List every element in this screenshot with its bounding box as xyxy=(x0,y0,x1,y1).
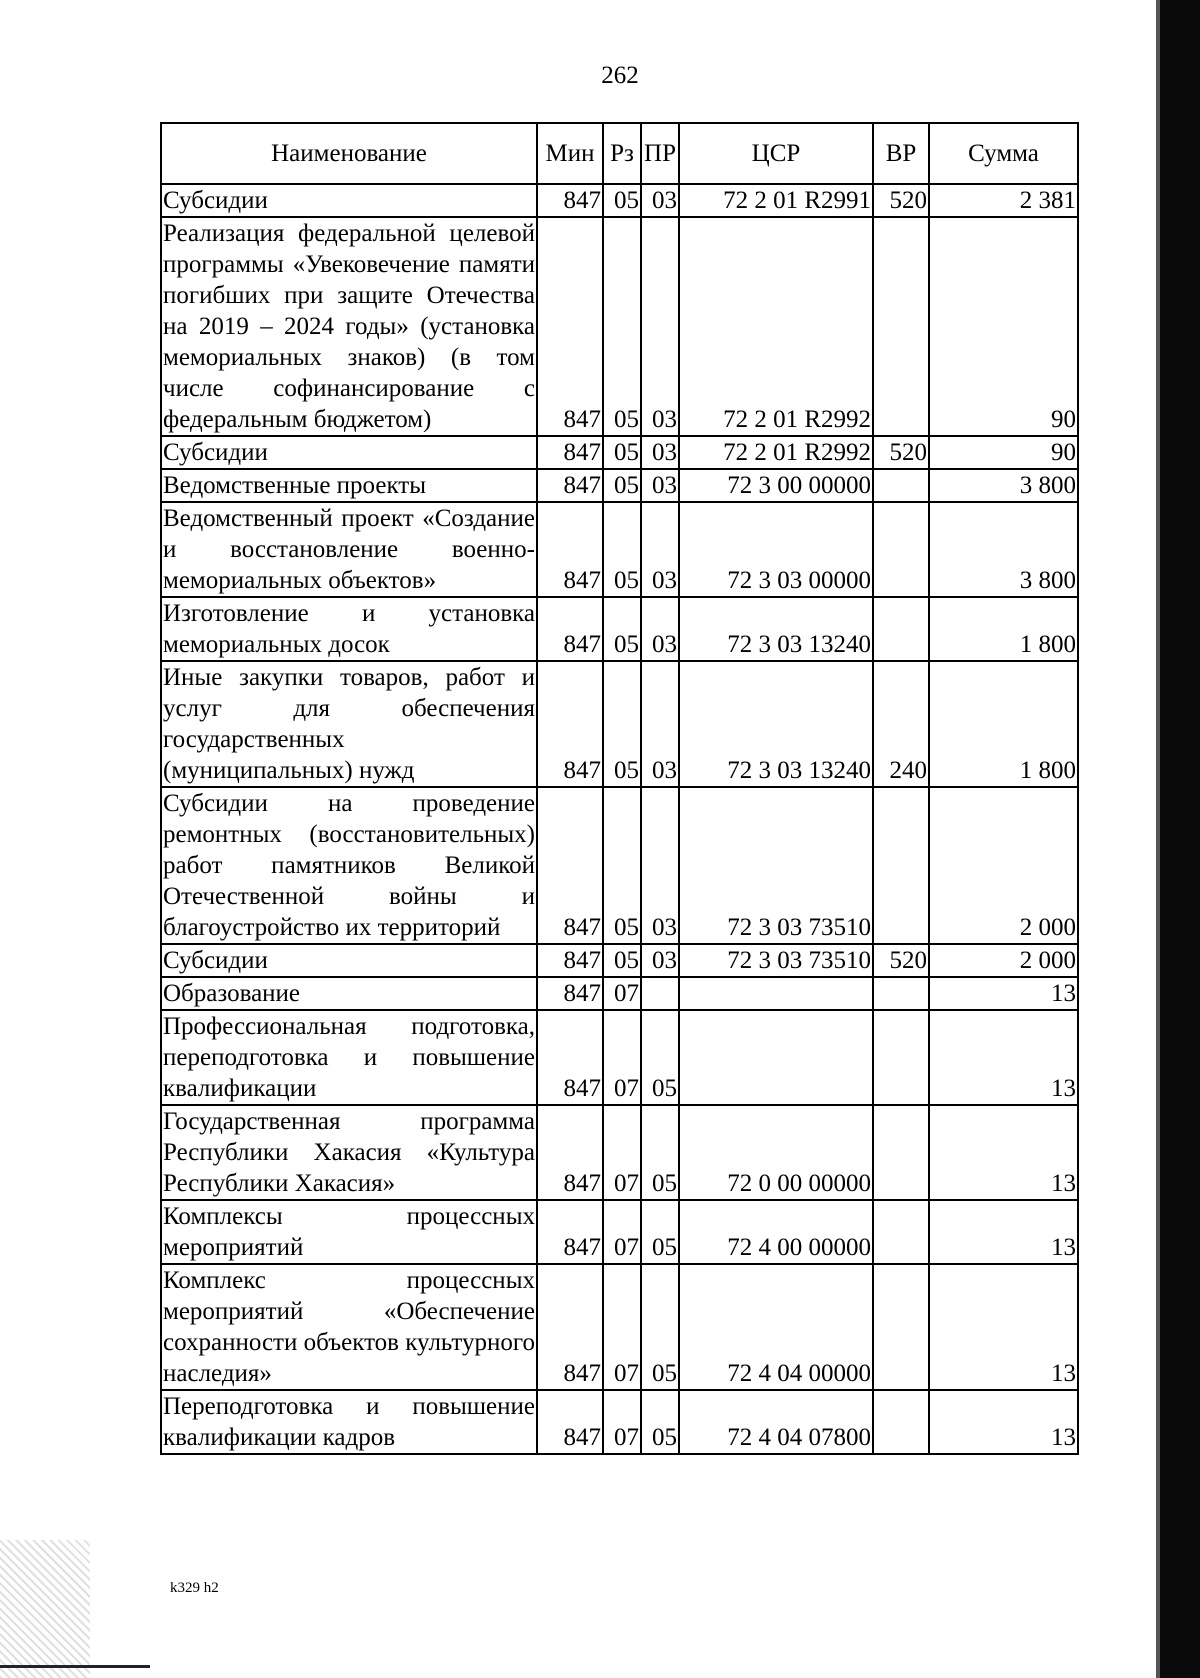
cell-sum: 2 000 xyxy=(929,944,1078,977)
cell-vr xyxy=(873,1105,929,1200)
cell-min: 847 xyxy=(537,436,603,469)
cell-name: Изготовление и установка мемориальных досок xyxy=(161,597,537,661)
cell-sum: 2 000 xyxy=(929,787,1078,944)
cell-vr xyxy=(873,502,929,597)
table-row xyxy=(161,1390,1078,1454)
cell-csr: 72 4 04 07800 xyxy=(679,1390,873,1454)
cell-pr: 03 xyxy=(641,661,679,787)
cell-rz: 07 xyxy=(603,1264,641,1390)
cell-min: 847 xyxy=(537,1010,603,1105)
cell-csr: 72 3 03 13240 xyxy=(679,661,873,787)
cell-csr: 72 3 03 73510 xyxy=(679,787,873,944)
table-row xyxy=(161,1264,1078,1390)
cell-rz: 07 xyxy=(603,1010,641,1105)
table-row xyxy=(161,502,1078,597)
cell-pr: 03 xyxy=(641,787,679,944)
cell-pr: 03 xyxy=(641,217,679,436)
cell-rz: 05 xyxy=(603,787,641,944)
cell-name: Комплекс процессных мероприятий «Обеспечение сохранности объектов культурного наследия» xyxy=(161,1264,537,1390)
cell-name: Комплексы процессных мероприятий xyxy=(161,1200,537,1264)
cell-sum: 1 800 xyxy=(929,661,1078,787)
cell-rz: 05 xyxy=(603,184,641,217)
table-row xyxy=(161,184,1078,217)
cell-pr: 05 xyxy=(641,1390,679,1454)
budget-table xyxy=(160,122,1079,1455)
cell-rz: 05 xyxy=(603,944,641,977)
cell-name: Субсидии xyxy=(161,184,537,217)
cell-vr xyxy=(873,217,929,436)
table-row xyxy=(161,1010,1078,1105)
table-row xyxy=(161,217,1078,436)
cell-rz: 05 xyxy=(603,597,641,661)
cell-name: Субсидии xyxy=(161,436,537,469)
cell-csr: 72 3 00 00000 xyxy=(679,469,873,502)
table-row xyxy=(161,661,1078,787)
table-row xyxy=(161,1105,1078,1200)
cell-rz: 07 xyxy=(603,977,641,1010)
cell-name: Субсидии xyxy=(161,944,537,977)
cell-name: Профессиональная подготовка, переподготовка и повышение квалификации xyxy=(161,1010,537,1105)
cell-min: 847 xyxy=(537,1105,603,1200)
cell-sum: 3 800 xyxy=(929,502,1078,597)
cell-min: 847 xyxy=(537,184,603,217)
cell-min: 847 xyxy=(537,1264,603,1390)
cell-min: 847 xyxy=(537,787,603,944)
cell-name: Государственная программа Республики Хакасия «Культура Республики Хакасия» xyxy=(161,1105,537,1200)
cell-pr: 05 xyxy=(641,1264,679,1390)
cell-name: Образование xyxy=(161,977,537,1010)
cell-pr: 05 xyxy=(641,1105,679,1200)
cell-name: Переподготовка и повышение квалификации кадров xyxy=(161,1390,537,1454)
cell-pr: 03 xyxy=(641,597,679,661)
table-row xyxy=(161,597,1078,661)
table-row xyxy=(161,436,1078,469)
cell-csr xyxy=(679,1010,873,1105)
cell-csr: 72 3 03 13240 xyxy=(679,597,873,661)
cell-vr xyxy=(873,787,929,944)
cell-csr: 72 4 00 00000 xyxy=(679,1200,873,1264)
cell-min: 847 xyxy=(537,217,603,436)
cell-rz: 05 xyxy=(603,502,641,597)
cell-rz: 05 xyxy=(603,436,641,469)
header-name: Наименование xyxy=(161,123,537,184)
cell-pr xyxy=(641,977,679,1010)
cell-csr: 72 2 01 R2992 xyxy=(679,217,873,436)
cell-name: Реализация федеральной целевой программы «Увековечение памяти погибших при защите Отечества на 2019 – 2024 годы» (установка мемориальных знаков) (в том числе софинансирование с федеральным бюджетом) xyxy=(161,217,537,436)
header-pr: ПР xyxy=(641,123,679,184)
cell-sum: 90 xyxy=(929,217,1078,436)
scan-bottom-rule xyxy=(0,1665,150,1668)
cell-name: Иные закупки товаров, работ и услуг для обеспечения государственных (муниципальных) нужд xyxy=(161,661,537,787)
footer-code: k329 h2 xyxy=(170,1580,219,1596)
table-header-row xyxy=(161,123,1078,184)
cell-vr: 520 xyxy=(873,184,929,217)
header-sum: Сумма xyxy=(929,123,1078,184)
table-row xyxy=(161,1200,1078,1264)
table-row xyxy=(161,787,1078,944)
cell-csr: 72 3 03 73510 xyxy=(679,944,873,977)
cell-pr: 05 xyxy=(641,1010,679,1105)
cell-vr: 520 xyxy=(873,944,929,977)
cell-sum: 13 xyxy=(929,1010,1078,1105)
cell-vr xyxy=(873,1010,929,1105)
cell-min: 847 xyxy=(537,1390,603,1454)
cell-sum: 90 xyxy=(929,436,1078,469)
cell-rz: 07 xyxy=(603,1200,641,1264)
cell-pr: 03 xyxy=(641,436,679,469)
cell-sum: 13 xyxy=(929,1264,1078,1390)
cell-vr xyxy=(873,977,929,1010)
header-rz: Рз xyxy=(603,123,641,184)
cell-rz: 07 xyxy=(603,1105,641,1200)
cell-min: 847 xyxy=(537,1200,603,1264)
cell-sum: 3 800 xyxy=(929,469,1078,502)
table-row xyxy=(161,977,1078,1010)
cell-csr: 72 2 01 R2992 xyxy=(679,436,873,469)
cell-csr: 72 3 03 00000 xyxy=(679,502,873,597)
cell-csr: 72 4 04 00000 xyxy=(679,1264,873,1390)
cell-csr: 72 2 01 R2991 xyxy=(679,184,873,217)
header-csr: ЦСР xyxy=(679,123,873,184)
cell-pr: 03 xyxy=(641,469,679,502)
cell-pr: 03 xyxy=(641,944,679,977)
scan-edge-bar xyxy=(1160,0,1200,1678)
cell-min: 847 xyxy=(537,502,603,597)
header-vr: ВР xyxy=(873,123,929,184)
cell-sum: 13 xyxy=(929,977,1078,1010)
cell-pr: 05 xyxy=(641,1200,679,1264)
cell-min: 847 xyxy=(537,469,603,502)
cell-vr xyxy=(873,469,929,502)
cell-pr: 03 xyxy=(641,184,679,217)
cell-vr: 240 xyxy=(873,661,929,787)
cell-name: Субсидии на проведение ремонтных (восстановительных) работ памятников Великой Отечественной войны и благоустройство их территорий xyxy=(161,787,537,944)
cell-pr: 03 xyxy=(641,502,679,597)
cell-vr xyxy=(873,1390,929,1454)
cell-sum: 13 xyxy=(929,1200,1078,1264)
table-row xyxy=(161,469,1078,502)
cell-rz: 05 xyxy=(603,217,641,436)
cell-vr xyxy=(873,1264,929,1390)
cell-rz: 05 xyxy=(603,661,641,787)
scan-noise xyxy=(0,1540,90,1678)
cell-vr xyxy=(873,597,929,661)
cell-name: Ведомственные проекты xyxy=(161,469,537,502)
cell-min: 847 xyxy=(537,944,603,977)
cell-csr xyxy=(679,977,873,1010)
page-number: 262 xyxy=(601,62,639,89)
table-row xyxy=(161,944,1078,977)
cell-csr: 72 0 00 00000 xyxy=(679,1105,873,1200)
cell-sum: 1 800 xyxy=(929,597,1078,661)
cell-name: Ведомственный проект «Создание и восстановление военно-мемориальных объектов» xyxy=(161,502,537,597)
cell-sum: 13 xyxy=(929,1105,1078,1200)
header-min: Мин xyxy=(537,123,603,184)
cell-min: 847 xyxy=(537,977,603,1010)
cell-rz: 05 xyxy=(603,469,641,502)
cell-vr: 520 xyxy=(873,436,929,469)
cell-sum: 2 381 xyxy=(929,184,1078,217)
cell-min: 847 xyxy=(537,661,603,787)
cell-sum: 13 xyxy=(929,1390,1078,1454)
cell-min: 847 xyxy=(537,597,603,661)
cell-vr xyxy=(873,1200,929,1264)
cell-rz: 07 xyxy=(603,1390,641,1454)
